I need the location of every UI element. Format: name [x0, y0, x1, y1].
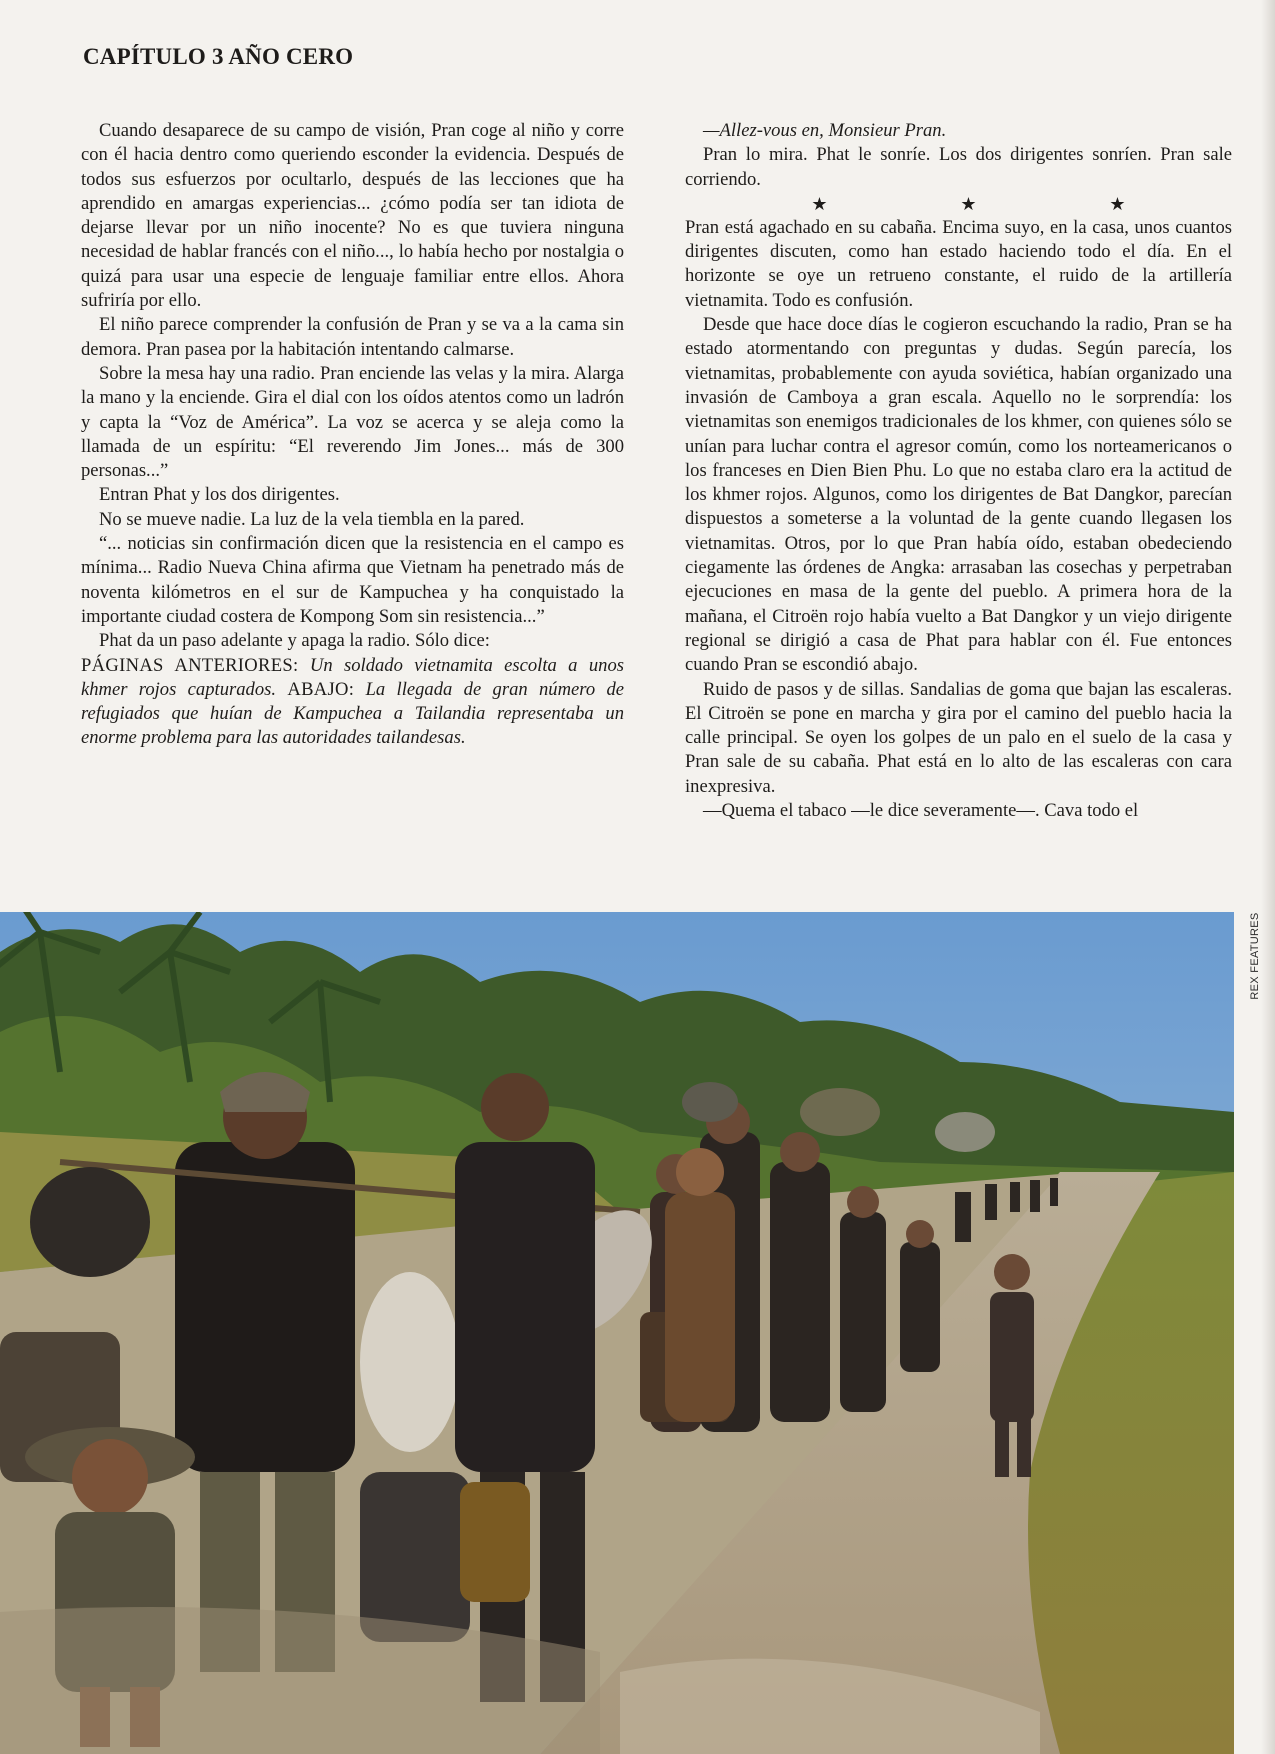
refugees-photo-illustration: [0, 912, 1234, 1754]
star-icon: ★: [960, 193, 977, 214]
caption-label-below: ABAJO:: [287, 678, 355, 700]
right-column: [685, 119, 1232, 823]
star-icon: ★: [811, 193, 828, 214]
photo-credit-text: REX FEATURES: [1249, 912, 1261, 1000]
paragraph: Pran lo mira. Phat le sonríe. Los dos dirigentes sonríen. Pran sale corriendo.: [685, 144, 1232, 190]
paragraph: Phat da un paso adelante y apaga la radio. Sólo dice:: [99, 630, 490, 652]
paragraph: Pran está agachado en su cabaña. Encima suyo, en la casa, unos cuantos dirigentes discuten, como han estado haciendo todo el día. En el horizonte se oye un retrueno constante, el ruido de la artillería vietnamita. Todo es confusión.: [685, 216, 1232, 311]
paragraph: Cuando desaparece de su campo de visión, Pran coge al niño y corre con él hacia dentro como queriendo esconder la evidencia. Después de todos sus esfuerzos por ocultarlo, después de las lecciones que ha aprendido en amargas experiencias... ¿cómo podía ser tan idiota de dejarse llevar por un niño inocente? No es que tuviera ninguna necesidad de hablar francés con el niño..., lo había hecho por nostalgia o quizá para usar una especie de lenguaje familiar entre ellos. Ahora sufriría por ello.: [81, 120, 624, 312]
paragraph: Ruido de pasos y de sillas. Sandalias de goma que bajan las escaleras. El Citroën se pone en marcha y gira por el camino del pueblo hacia la calle principal. Se oyen los golpes de un palo en el suelo de la casa y Pran sale de su cabaña. Phat está en lo alto de las escaleras con cara inexpresiva.: [685, 678, 1232, 797]
left-column: [81, 119, 624, 751]
paragraph: No se mueve nadie. La luz de la vela tiembla en la pared.: [99, 508, 525, 530]
dialog-line: —Quema el tabaco —le dice severamente—. Cava todo el: [703, 800, 1139, 822]
photo-credit: [1243, 910, 1261, 1010]
page-edge-shadow: [1261, 0, 1275, 1754]
chapter-title: CAPÍTULO 3 AÑO CERO: [83, 44, 354, 69]
star-icon: ★: [1109, 193, 1126, 214]
paragraph: El niño parece comprender la confusión de Pran y se va a la cama sin demora. Pran pasea por la habitación intentando calmarse.: [81, 314, 624, 360]
dialog-line: —Allez-vous en, Monsieur Pran.: [703, 120, 947, 141]
paragraph: Desde que hace doce días le cogieron escuchando la radio, Pran se ha estado atormentando con preguntas y dudas. Según parecía, los vietnamitas, probablemente con ayuda soviética, habían organizado una invasión de Camboya a gran escala. Aquello no le sorprendía: los vietnamitas son enemigos tradicionales de los khmer, con quienes sólo se unían para luchar contra el agresor común, como los norteamericanos o los franceses en Dien Bien Phu. Lo que no estaba claro era la actitud de los khmer rojos. Algunos, como los dirigentes de Bat Dangkor, parecían dispuestos a someterse a la voluntad de la gente cuando llegasen los vietnamitas. Otros, por lo que Pran había oído, estaban obedeciendo ciegamente las órdenes de Angka: arrasaban las cosechas y perpetraban ejecuciones en masa de la gente del pueblo. A primera hora de la mañana, el Citroën rojo había vuelto a Bat Dangkor y un viejo dirigente regional se dirigió a casa de Phat para hablar con él. Fue entonces cuando Pran se escondió abajo.: [685, 314, 1232, 676]
photo-caption: [81, 654, 624, 751]
caption-text-below: La llegada de gran número de refugiados que huían de Kampuchea a Tailandia representaba un enorme problema para las autoridades tailandesas.: [81, 678, 625, 749]
section-break: [685, 192, 1232, 216]
paragraph: Sobre la mesa hay una radio. Pran enciende las velas y la mira. Alarga la mano y la enciende. Gira el dial con los oídos atentos como un ladrón y capta la “Voz de América”. La voz se acerca y se aleja como la llamada de un espíritu: “El reverendo Jim Jones... más de 300 personas...”: [81, 362, 624, 482]
caption-text-previous: Un soldado vietnamita escolta a unos khmer rojos capturados.: [81, 654, 624, 700]
paragraph: Entran Phat y los dos dirigentes.: [99, 484, 340, 506]
paragraph: “... noticias sin confirmación dicen que la resistencia en el campo es mínima... Radio Nueva China afirma que Vietnam ha penetrado más de noventa kilómetros en el sur de Kampuchea y ha conquistado la importante ciudad costera de Kompong Som sin resistencia...”: [81, 533, 624, 627]
refugees-photo: [0, 912, 1234, 1754]
caption-label-previous: PÁGINAS ANTERIORES:: [81, 654, 299, 676]
